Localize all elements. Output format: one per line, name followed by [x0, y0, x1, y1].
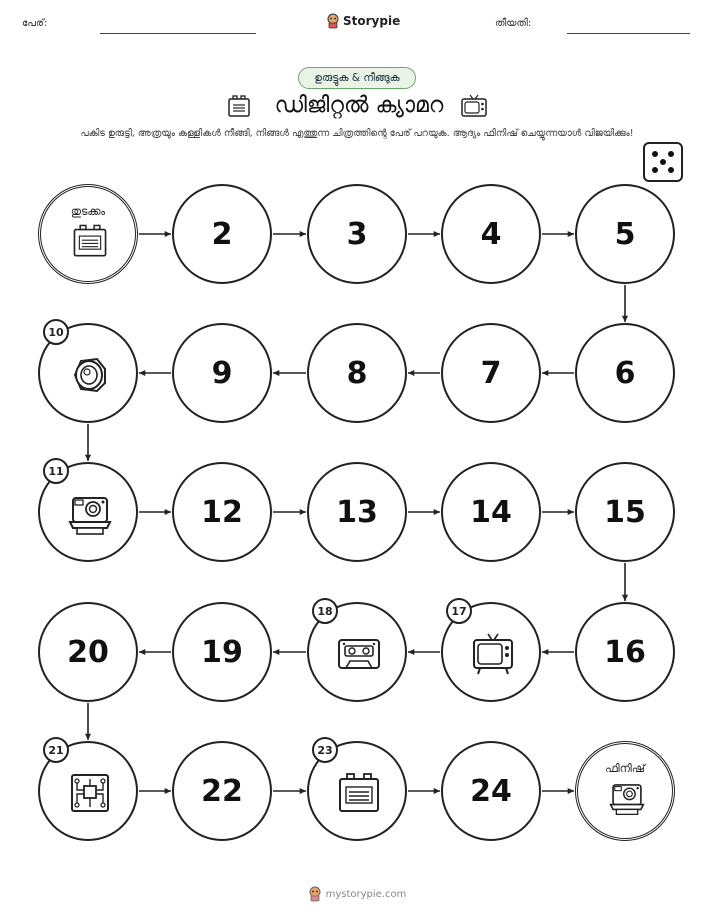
space-number: 5 [614, 216, 636, 252]
path-arrowhead [434, 788, 440, 794]
picture-space [38, 323, 138, 423]
picture-space [38, 741, 138, 841]
footer [0, 886, 714, 902]
path-arrowhead [273, 370, 279, 376]
path-arrowhead [300, 509, 306, 515]
number-space [441, 323, 541, 423]
space-number: 6 [614, 355, 636, 391]
number-space [307, 323, 407, 423]
space-number: 20 [67, 634, 109, 670]
number-space [172, 323, 272, 423]
space-number: 24 [470, 773, 512, 809]
path-arrowhead [408, 649, 414, 655]
path-arrowhead [139, 370, 145, 376]
number-space [575, 602, 675, 702]
path-arrowhead [434, 509, 440, 515]
space-number: 19 [201, 634, 243, 670]
path-arrowhead [273, 649, 279, 655]
number-space [575, 462, 675, 562]
number-space [441, 462, 541, 562]
number-space [441, 184, 541, 284]
number-space [575, 184, 675, 284]
space-number-badge: 17 [446, 598, 472, 624]
space-number: 8 [346, 355, 368, 391]
path-arrowhead [85, 734, 91, 740]
path-arrowhead [165, 788, 171, 794]
path-arrowhead [300, 231, 306, 237]
number-space [172, 184, 272, 284]
space-number-badge: 18 [312, 598, 338, 624]
number-space [172, 462, 272, 562]
number-space [441, 741, 541, 841]
space-number: 15 [604, 494, 646, 530]
path-arrowhead [165, 509, 171, 515]
path-arrowhead [568, 231, 574, 237]
space-number: 3 [346, 216, 368, 252]
path-arrowhead [434, 231, 440, 237]
path-arrowhead [542, 370, 548, 376]
picture-space [307, 741, 407, 841]
storypie-mascot-icon [308, 886, 322, 902]
page-title: ഡിജിറ്റൽ ക്യാമറ [274, 93, 444, 118]
path-arrowhead [542, 649, 548, 655]
path-arrowhead [85, 455, 91, 461]
finish-label: ഫിനിഷ് [605, 762, 645, 775]
footer-url: mystorypie.com [325, 888, 407, 900]
space-number: 13 [336, 494, 378, 530]
path-arrowhead [139, 649, 145, 655]
space-number: 16 [604, 634, 646, 670]
number-space [172, 602, 272, 702]
space-number-badge: 11 [43, 458, 69, 484]
instant-camera-icon [608, 780, 646, 820]
path-arrowhead [568, 788, 574, 794]
finish-space [575, 741, 675, 841]
path-arrowhead [622, 595, 628, 601]
picture-space [441, 602, 541, 702]
space-number-badge: 10 [43, 319, 69, 345]
space-number: 9 [211, 355, 233, 391]
battery-icon [71, 223, 109, 263]
game-type-badge: ഉരുട്ടുക & നീങ്ങുക [298, 67, 416, 89]
path-arrowhead [300, 788, 306, 794]
path-arrowhead [568, 509, 574, 515]
instructions: പകിട ഉരുട്ടി, അത്രയും കള്ളികൾ നീങ്ങി, നിങ്ങൾ എത്തുന്ന ചിത്രത്തിന്റെ പേര് പറയുക. ആദ്യം ഫിനിഷ് ചെയ്യുന്നയാൾ വിജയിക്കും! [80, 128, 634, 139]
chip-icon [67, 771, 113, 819]
instant-camera-icon [67, 492, 113, 540]
path-arrowhead [408, 370, 414, 376]
path-arrowhead [622, 316, 628, 322]
path-arrowhead [165, 231, 171, 237]
number-space [575, 323, 675, 423]
battery-icon [336, 771, 382, 819]
start-label: തുടക്കം [70, 205, 106, 218]
picture-space [307, 602, 407, 702]
number-space [38, 602, 138, 702]
number-space [307, 462, 407, 562]
tv-icon [470, 632, 516, 680]
lens-icon [67, 353, 113, 401]
number-space [307, 184, 407, 284]
space-number-badge: 23 [312, 737, 338, 763]
space-number: 2 [211, 216, 233, 252]
space-number: 22 [201, 773, 243, 809]
name-label: പേര്: [22, 18, 48, 29]
brand-name: Storypie [343, 14, 401, 28]
space-number: 12 [201, 494, 243, 530]
cassette-icon [336, 632, 382, 680]
space-number: 14 [470, 494, 512, 530]
space-number: 7 [480, 355, 502, 391]
space-number: 4 [480, 216, 502, 252]
space-number-badge: 21 [43, 737, 69, 763]
number-space [172, 741, 272, 841]
date-label: തീയതി: [495, 18, 532, 29]
start-space [38, 184, 138, 284]
picture-space [38, 462, 138, 562]
